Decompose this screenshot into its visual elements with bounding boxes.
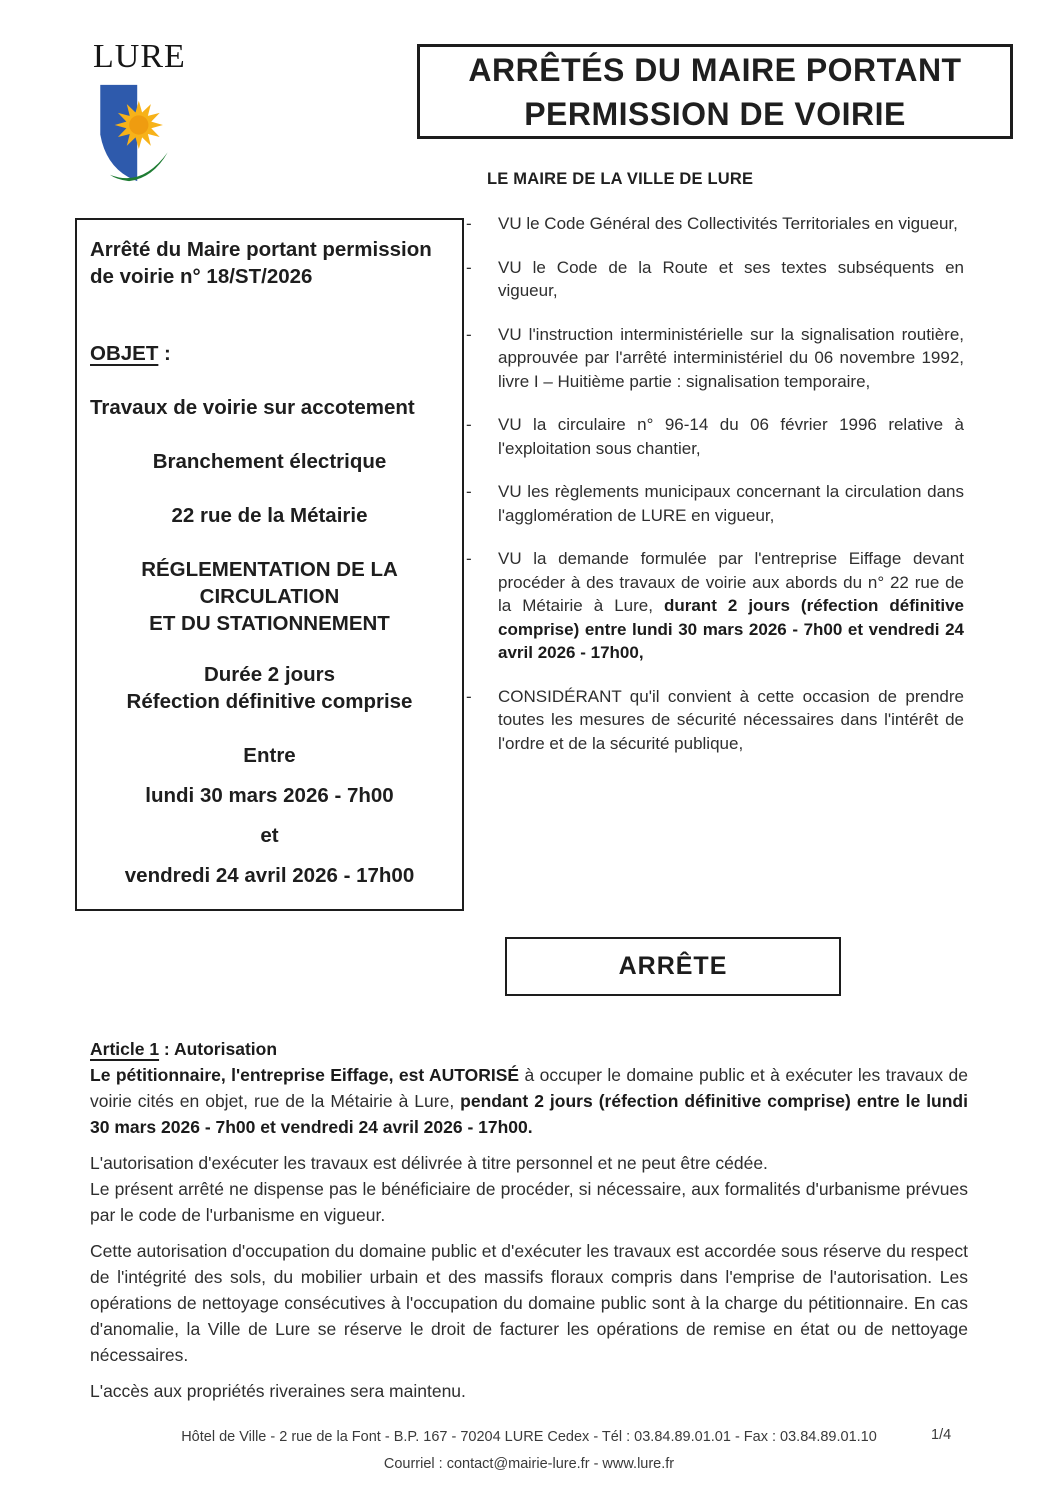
- work-address: 22 rue de la Métairie: [171, 504, 368, 527]
- regulation-line-1: RÉGLEMENTATION DE LA: [141, 558, 398, 581]
- authority-heading: LE MAIRE DE LA VILLE DE LURE: [487, 170, 754, 188]
- recital-item: [466, 256, 964, 303]
- logo-wordmark: LURE: [93, 38, 186, 75]
- article1-p1-bold2: pendant 2 jours (réfection définitive comprise) entre le lundi 30 mars 2026 - 7h00 et vendredi 24 avril 2026 - 17h00.: [90, 1091, 968, 1137]
- article1-p1-bold1: Le pétitionnaire, l'entreprise Eiffage, est AUTORISÉ: [90, 1065, 520, 1085]
- footer-address: Hôtel de Ville - 2 rue de la Font - B.P. 167 - 70204 LURE Cedex - Tél : 03.84.89.01.01 - Fax : 03.84.89.01.10: [181, 1429, 877, 1445]
- recital-text-bold: durant 2 jours (réfection définitive comprise) entre lundi 30 mars 2026 - 7h00 et vendredi 24 avril 2026 - 17h00,: [498, 596, 965, 662]
- recital-item: [466, 413, 964, 460]
- work-detail: Branchement électrique: [152, 450, 387, 473]
- article1-paragraph-4: Cette autorisation d'occupation du domaine public et d'exécuter les travaux est accordée sous réserve du respect de l'intégrité des sols, du mobilier urbain et des massifs floraux compris dans l'emprise de l'autorisation. Les opérations de nettoyage consécutives à l'occupation du domaine public sont à la charge du pétitionnaire. En cas d'anomalie, la Ville de Lure se réserve le droit de facturer les opérations de remise en état ou de nettoyage nécessaires.: [90, 1241, 968, 1365]
- recital-item: [466, 323, 964, 394]
- dash-marker: -: [466, 257, 472, 277]
- object-label-text: OBJET: [90, 342, 159, 365]
- recital-item: [466, 212, 964, 236]
- dash-marker: -: [466, 324, 472, 344]
- title-line-1: ARRÊTÉS DU MAIRE PORTANT: [468, 51, 962, 88]
- regulation-line-2: CIRCULATION: [199, 585, 340, 608]
- recital-text: VU l'instruction interministérielle sur la signalisation routière, approuvée par l'arrêté interministériel du 06 novembre 1992, livre I – Huitième partie : signalisation temporaire,: [498, 324, 964, 391]
- end-date: vendredi 24 avril 2026 - 17h00: [124, 864, 415, 887]
- decree-box: [505, 937, 841, 996]
- object-label: [90, 340, 449, 367]
- decree-reference: Arrêté du Maire portant permission de voirie n° 18/ST/2026: [90, 238, 432, 288]
- recital-text: VU le Code Général des Collectivités Territoriales en vigueur,: [498, 214, 958, 233]
- dash-marker: -: [466, 415, 472, 434]
- recital-text: VU la circulaire n° 96-14 du 06 février 1996 relative à l'exploitation sous chantier,: [498, 415, 964, 458]
- page-footer: [0, 1424, 1058, 1478]
- dash-marker: -: [466, 686, 472, 706]
- object-label-colon: :: [158, 342, 171, 365]
- coat-of-arms-icon: [93, 80, 175, 186]
- start-date: lundi 30 mars 2026 - 7h00: [145, 784, 394, 807]
- city-logo: [93, 38, 186, 186]
- recital-text: VU les règlements municipaux concernant la circulation dans l'agglomération de LURE en vigueur,: [498, 482, 964, 525]
- regulation-heading: [90, 556, 449, 637]
- article1-heading-ref: Article 1: [90, 1039, 160, 1059]
- recital-text: VU la demande formulée par l'entreprise Eiffage devant procéder à des travaux de voirie aux abords du n° 22 rue de la Métairie à Lure,: [498, 549, 964, 615]
- regulation-line-3: ET DU STATIONNEMENT: [149, 612, 390, 635]
- page-number: 1/4: [931, 1427, 952, 1443]
- article1-paragraph-2: L'autorisation d'exécuter les travaux est délivrée à titre personnel et ne peut être cédée.: [90, 1153, 768, 1173]
- dash-marker: -: [466, 549, 472, 568]
- article1-paragraph-1: [90, 1062, 968, 1140]
- sun-core: [129, 115, 148, 134]
- between-label: Entre: [243, 744, 296, 767]
- duration-line-2: Réfection définitive comprise: [126, 690, 413, 713]
- recital-text: VU le Code de la Route et ses textes subséquents en vigueur,: [498, 257, 964, 300]
- duration-line-1: Durée 2 jours: [203, 663, 336, 686]
- and-label: et: [260, 824, 279, 847]
- duration-block: [90, 661, 449, 715]
- decree-label: ARRÊTE: [618, 952, 728, 980]
- title-line-2: PERMISSION DE VOIRIE: [524, 95, 906, 132]
- articles-section: [90, 1036, 968, 1404]
- recital-item: [466, 685, 964, 756]
- article1-paragraph-5: L'accès aux propriétés riveraines sera maintenu.: [90, 1381, 466, 1401]
- summary-box: [75, 218, 464, 911]
- recital-item: [466, 547, 965, 665]
- article1-heading: [90, 1036, 968, 1062]
- document-title-box: [417, 44, 1013, 139]
- article1-heading-rest: : Autorisation: [159, 1039, 278, 1059]
- recital-item: [466, 480, 964, 527]
- work-type: Travaux de voirie sur accotement: [90, 396, 415, 419]
- article1-paragraph-3: Le présent arrêté ne dispense pas le bénéficiaire de procéder, si nécessaire, aux formalités d'urbanisme prévues par le code de l'urbanisme en vigueur.: [90, 1179, 968, 1225]
- article1-p1-normal: à occuper le domaine public et à exécuter les travaux de voirie cités en objet, rue de la Métairie à Lure,: [90, 1065, 968, 1111]
- recital-text: CONSIDÉRANT qu'il convient à cette occasion de prendre toutes les mesures de sécurité nécessaires dans l'intérêt de l'ordre et de la sécurité publique,: [498, 686, 964, 753]
- recitals-list: [466, 212, 965, 775]
- dash-marker: -: [466, 214, 472, 233]
- dash-marker: -: [466, 482, 472, 501]
- footer-contact: Courriel : contact@mairie-lure.fr - www.lure.fr: [383, 1456, 675, 1472]
